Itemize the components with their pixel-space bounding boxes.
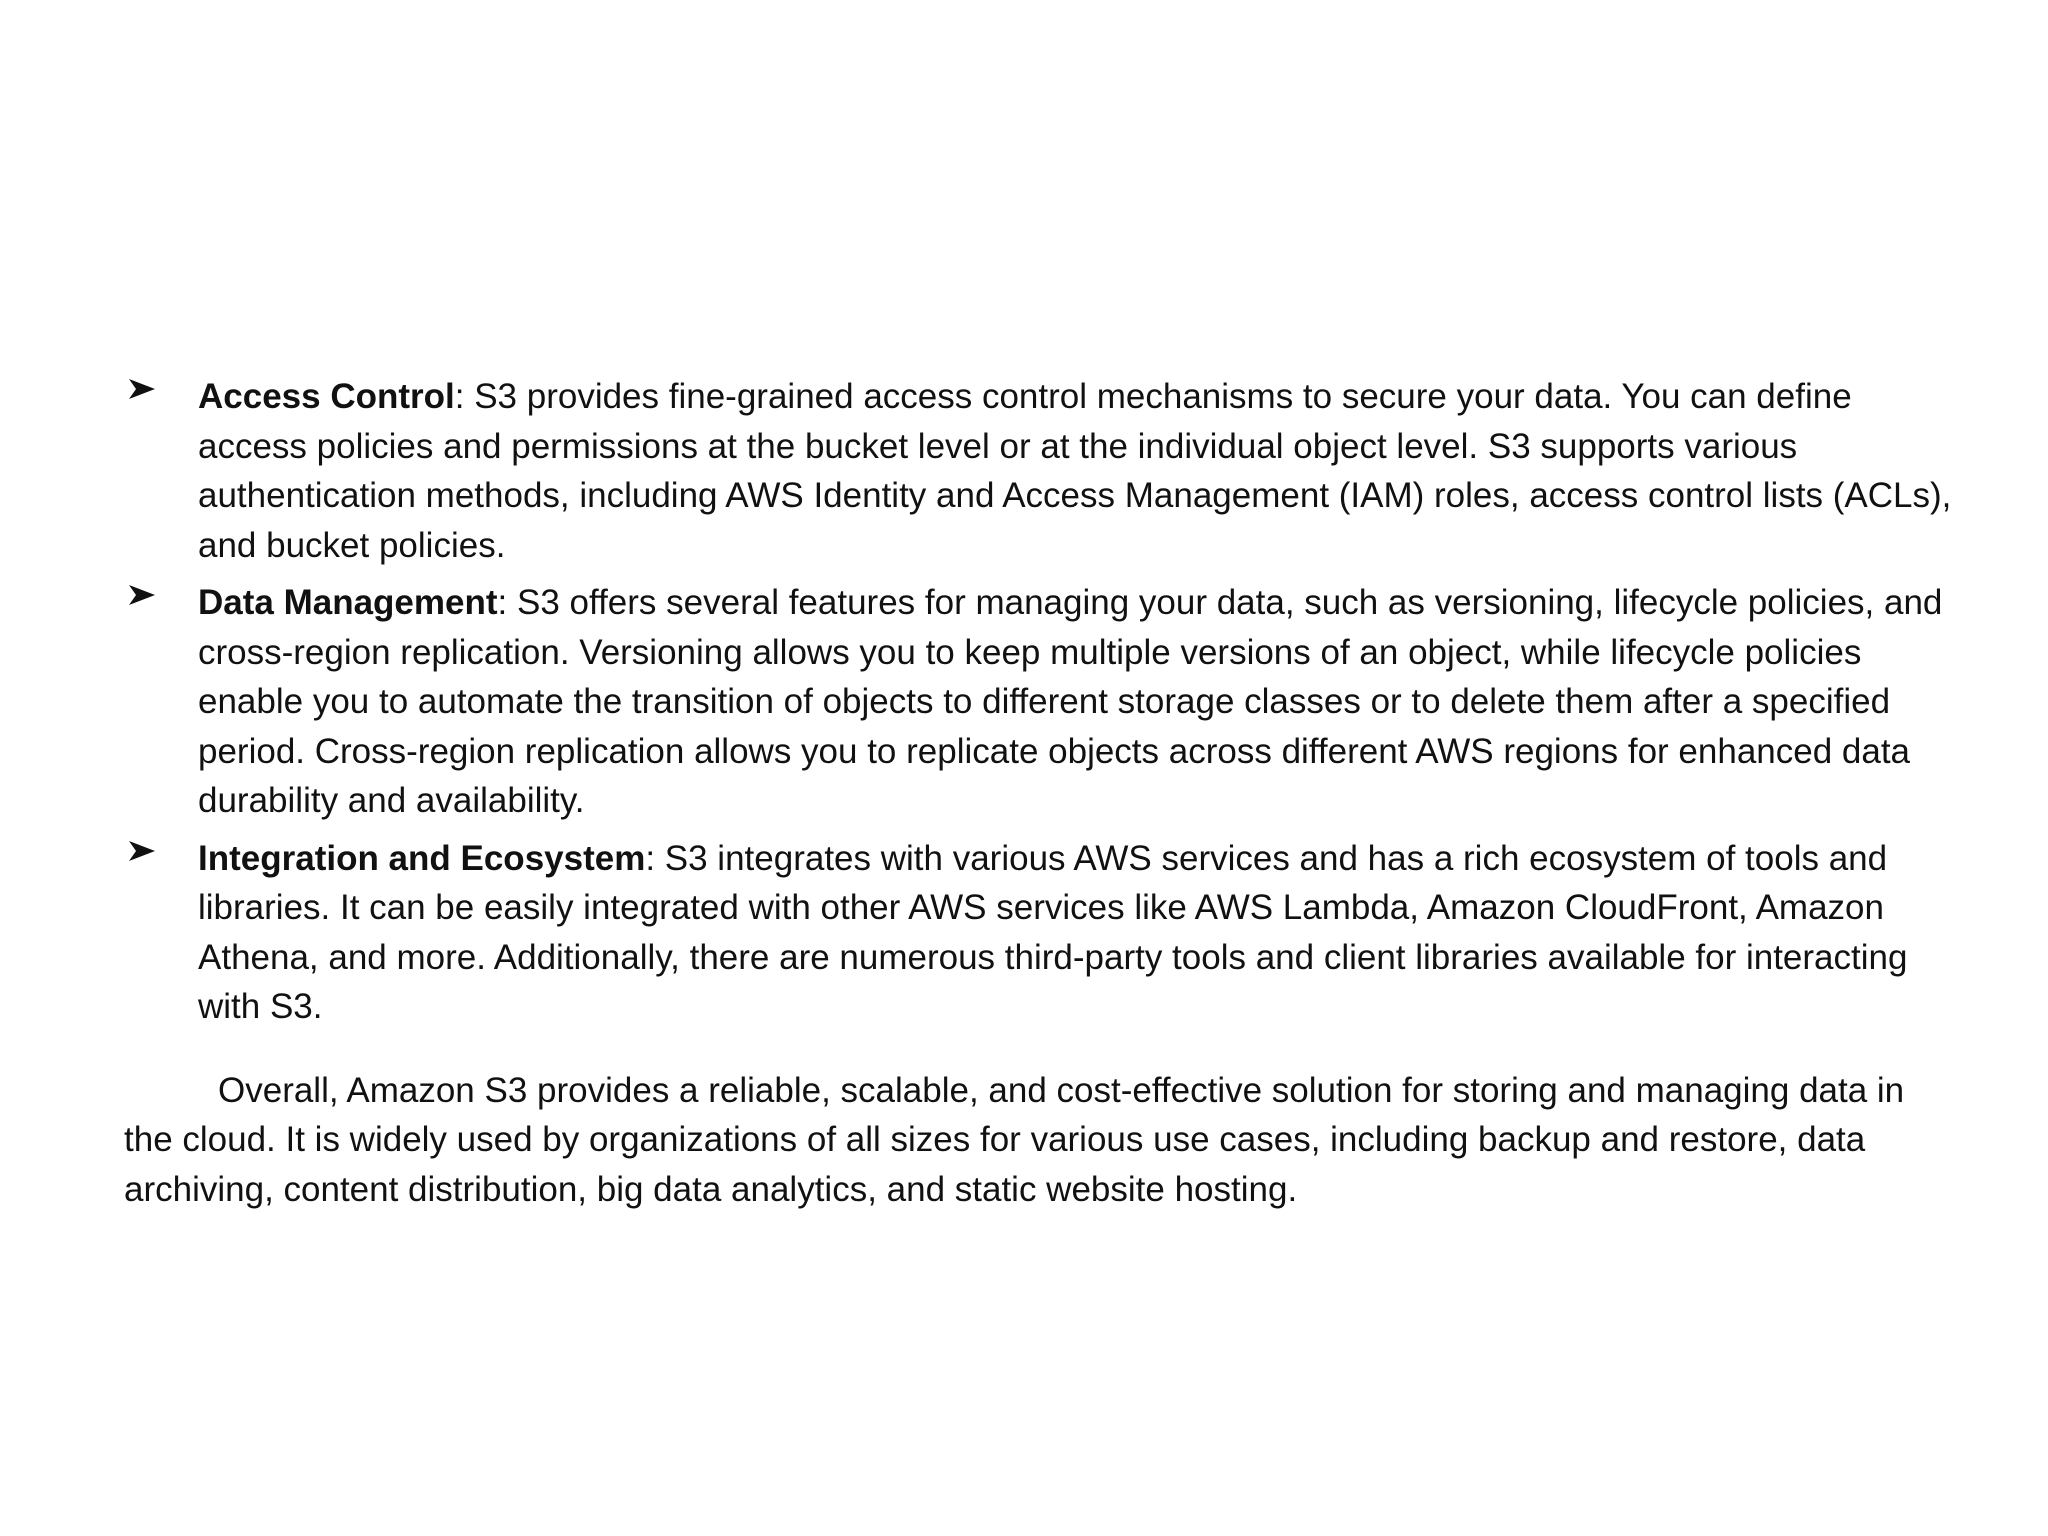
arrowhead-bullet-icon bbox=[126, 376, 158, 408]
arrowhead-bullet-icon bbox=[126, 582, 158, 614]
bullet-integration-ecosystem bbox=[124, 834, 1964, 1032]
bullet-term: Data Management bbox=[198, 583, 498, 622]
bullet-text: : S3 provides fine-grained access control mechanisms to secure your data. You can define access policies and permissions at the bucket level or at the individual object level. S3 supports various authentication methods, including AWS Identity and Access Management (IAM) roles, access control lists (ACLs), and bucket policies. bbox=[198, 377, 1952, 565]
bullet-access-control bbox=[124, 372, 1964, 570]
bullet-text: : S3 integrates with various AWS services and has a rich ecosystem of tools and libraries. It can be easily integrated with other AWS services like AWS Lambda, Amazon CloudFront, Amazon Athena, and more. Additionally, there are numerous third-party tools and client libraries available for interacting with S3. bbox=[198, 838, 1908, 1026]
arrowhead-bullet-icon bbox=[126, 838, 158, 870]
bullet-term: Access Control bbox=[198, 377, 455, 416]
bullet-text: : S3 offers several features for managing your data, such as versioning, lifecycle policies, and cross-region replication. Versioning allows you to keep multiple versions of an object, while lifecycle policies enable you to automate the transition of objects to different storage classes or to delete them after a specified period. Cross-region replication allows you to replicate objects across different AWS regions for enhanced data durability and availability. bbox=[198, 583, 1943, 820]
bullet-data-management bbox=[124, 578, 1964, 826]
summary-paragraph: Overall, Amazon S3 provides a reliable, scalable, and cost-effective solution for storing and managing data in the cloud. It is widely used by organizations of all sizes for various use cases, including backup and restore, data archiving, content distribution, big data analytics, and static website hosting. bbox=[124, 1070, 1905, 1209]
document-content bbox=[124, 372, 1964, 1249]
bullet-term: Integration and Ecosystem bbox=[198, 838, 646, 878]
